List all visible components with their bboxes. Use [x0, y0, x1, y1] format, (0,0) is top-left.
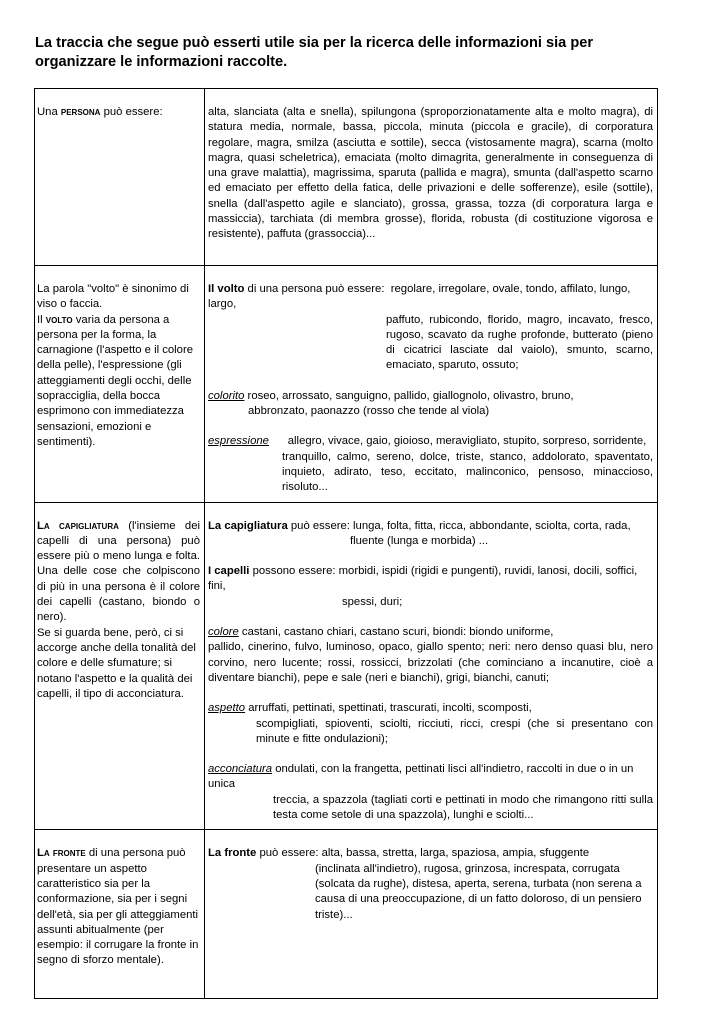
text: di una persona può presentare un aspetto caratteristico sia per la conformazione, sia per i segni dell'età, sia per gli atteggiamenti assunti abitualmente (per esempio: il corrugare la fronte in segno di sforzo mentale).: [37, 847, 199, 967]
espressione-label: espressione: [208, 435, 269, 448]
text: può essere: lunga, folta, fitta, ricca, abbondante, sciolta, corta, rada,: [287, 519, 631, 532]
text: di una persona può essere:: [244, 283, 385, 295]
right-cell-persona: [205, 89, 658, 266]
table-row-fronte: [35, 830, 658, 999]
right-cell-volto: [205, 266, 658, 503]
text: possono essere: morbidi, ispidi (rigidi e pungenti), ruvidi, lanosi, docili, soffici, fini,: [208, 565, 638, 593]
keyword-fronte: La fronte: [37, 847, 86, 860]
table-row-volto: [35, 266, 658, 503]
right-cell-fronte: [205, 830, 658, 999]
text: può essere:: [100, 106, 163, 118]
text: può essere: alta, bassa, stretta, larga, spaziosa, ampia, sfuggente: [256, 847, 590, 860]
keyword-volto: volto: [45, 313, 73, 326]
capigliatura-description-2: Se si guarda bene, però, ci si accorge anche della tonalità del colore e delle sfumature; si notano l'aspetto e la qualità dei capelli, il tipo di acconciatura.: [37, 626, 196, 700]
capelli-line: [208, 564, 653, 595]
colorito-rest: abbronzato, paonazzo (rosso che tende al viola): [248, 405, 490, 418]
left-cell-volto: [35, 266, 205, 503]
colorito-line: [208, 389, 653, 404]
capigliatura-rest: fluente (lunga e morbida) ...: [350, 534, 489, 547]
text: (l'insieme dei capelli di una persona) può essere più o meno lunga e folta. Una delle cose che colpiscono di più in una persona è il colore dei capelli (castano, biondo o nero).: [37, 519, 200, 624]
capigliatura-line: [208, 519, 653, 534]
capigliatura-description: [37, 519, 200, 626]
text: roseo, arrossato, sanguigno, pallido, giallognolo, olivastro, bruno,: [244, 389, 574, 402]
text: allegro, vivace, gaio, gioioso, meravigliato, stupito, sorpreso, sorridente,: [287, 435, 647, 448]
aspetto-label: aspetto: [208, 702, 246, 715]
left-cell-capigliatura: [35, 502, 205, 830]
text: Una: [37, 106, 61, 118]
colore-rest: pallido, cinerino, fulvo, luminoso, opaco, giallo spento; neri: nero denso quasi blu, nero corvino, nero lucente; rossi, rossicci, brizzolati (che cominciano a incanutire, cioè a diventare bianchi), pepe e sale (neri e bianchi), grigi, bianchi, canuti;: [208, 641, 653, 684]
keyword-capigliatura: La capigliatura: [37, 519, 119, 532]
volto-adjectives: paffuto, rubicondo, florido, magro, incavato, fresco, rugoso, scavato da rughe profonde, butterato (pieno di cicatrici lasciate dal vaiolo), smunto, scarno, emaciato, sparuto, ossuto;: [386, 313, 653, 372]
right-cell-capigliatura: [205, 502, 658, 830]
colorito-label: colorito: [208, 389, 245, 402]
text: varia da persona a persona per la forma, la carnagione (l'aspetto e il colore della pelle), l'espressione (gli atteggiamenti degli occhi, delle sopracciglia, della bocca esprimono con immediatezza sensazioni, emozioni e sentimenti).: [37, 313, 194, 448]
aspetto-rest: scompigliati, spioventi, sciolti, ricciuti, ricci, crespi (che si presentano con minute e fitte ondulazioni);: [256, 717, 653, 745]
acconciatura-line: [208, 762, 653, 793]
colore-label: colore: [208, 626, 239, 639]
table-row-capigliatura: [35, 502, 658, 830]
keyword-persona: persona: [60, 106, 101, 118]
acconciatura-rest: treccia, a spazzola (tagliati corti e pettinati in modo che rimangono ritti sulla testa come setole di una spazzola), lunghi e sciolti...: [273, 793, 653, 822]
text: Il: [37, 313, 46, 326]
colore-line: [208, 625, 653, 640]
volto-intro: La parola "volto" è sinonimo di viso o faccia.: [37, 283, 189, 311]
aspetto-line: [208, 701, 653, 716]
fronte-head: La fronte: [208, 847, 257, 860]
volto-description: [37, 313, 200, 451]
fronte-rest: (inclinata all'indietro), rugosa, grinzosa, increspata, corrugata (solcata da rughe), distesa, aperta, serena, turbata (non serena a causa di una preoccupazione, di un fatto doloroso, di un pensiero triste)...: [315, 862, 642, 921]
persona-adjectives: alta, slanciata (alta e snella), spilungona (sproporzionatamente alta e molto magra), di statura media, normale, bassa, piccola, minuta (piccola e gracile), di corporatura regolare, magra, smilza (asciutta e sottile), secca (vistosamente magra), scarna (molto magra, quasi scheletrica), emaciata (molto dimagrita, generalmente in conseguenza di una grave malattia), magrissima, sparuta (pallida e magra), smunta (dall'aspetto scarno ed emaciato per effetto della fatica, delle privazioni e delle sofferenze), esile (sottile), snella (dall'aspetto agile e slanciato), grossa, grassa, tozza (di corporatura larga e massiccia), tarchiata (di membra grosse), florida, robusta (di costituzione vigorosa e resistente), paffuta (grassoccia)...: [208, 106, 653, 241]
text: ondulati, con la frangetta, pettinati lisci all'indietro, raccolti in due o in un unica: [208, 763, 634, 791]
left-cell-persona: [35, 89, 205, 266]
espressione-rest: tranquillo, calmo, sereno, dolce, triste, stanco, addolorato, spaventato, inquieto, adirato, teso, eccitato, malinconico, pensoso, minaccioso, risoluto...: [282, 450, 653, 494]
volto-heading: [208, 282, 653, 313]
fronte-description: [37, 846, 200, 968]
capelli-rest: spessi, duri;: [342, 595, 403, 608]
description-table: [34, 88, 658, 999]
acconciatura-label: acconciatura: [208, 763, 273, 776]
text: castani, castano chiari, castano scuri, biondi: biondo uniforme,: [238, 626, 554, 639]
capigliatura-head: La capigliatura: [208, 519, 288, 532]
capelli-head: I capelli: [208, 565, 250, 578]
fronte-line: [208, 846, 653, 861]
page-title: La traccia che segue può esserti utile sia per la ricerca delle informazioni sia per organizzare le informazioni raccolte.: [35, 35, 594, 70]
left-cell-fronte: [35, 830, 205, 999]
volto-head: Il volto: [208, 283, 245, 295]
espressione-line: [208, 434, 653, 449]
text: arruffati, pettinati, spettinati, trascurati, incolti, scomposti,: [245, 702, 532, 715]
text: regolare, irregolare, ovale, tondo, affilato, lungo, largo,: [208, 283, 631, 311]
table-row-persona: [35, 89, 658, 266]
